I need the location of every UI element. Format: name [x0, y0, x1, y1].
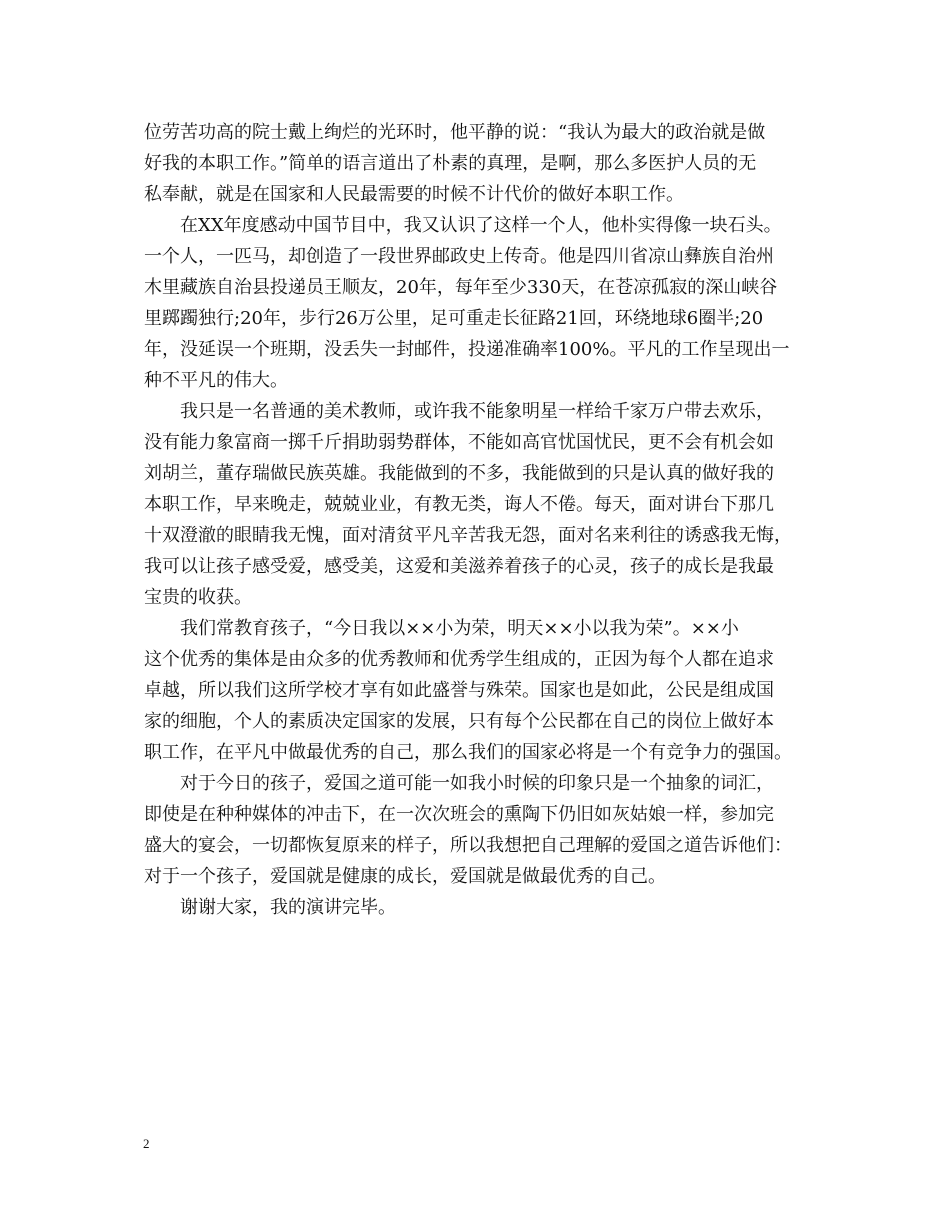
text-line: 里踯躅独行;20年，步行26万公里，足可重走长征路21回，环绕地球6圈半;20	[144, 308, 764, 329]
text-line: 这个优秀的集体是由众多的优秀教师和优秀学生组成的，正因为每个人都在追求	[144, 649, 774, 670]
text-line: 木里藏族自治县投递员王顺友，20年，每年至少330天，在苍凉孤寂的深山峡谷	[144, 277, 778, 298]
text-line: 我可以让孩子感受爱，感受美，这爱和美滋养着孩子的心灵，孩子的成长是我最	[144, 556, 774, 577]
page-number: 2	[143, 1136, 150, 1151]
text-line: 私奉献，就是在国家和人民最需要的时候不计代价的做好本职工作。	[144, 184, 684, 205]
document-body	[144, 117, 824, 923]
text-line: 刘胡兰，董存瑞做民族英雄。我能做到的不多，我能做到的只是认真的做好我的	[144, 463, 774, 484]
text-line: 对于一个孩子，爱国就是健康的成长，爱国就是做最优秀的自己。	[144, 866, 666, 887]
text-line: 年，没延误一个班期，没丢失一封邮件，投递准确率100%。平凡的工作呈现出一	[144, 339, 790, 360]
text-line: 十双澄澈的眼睛我无愧，面对清贫平凡辛苦我无怨，面对名来利往的诱惑我无悔，	[144, 525, 792, 546]
text-line: 一个人，一匹马，却创造了一段世界邮政史上传奇。他是四川省凉山彝族自治州	[144, 246, 774, 267]
text-line: 即使是在种种媒体的冲击下，在一次次班会的熏陶下仍旧如灰姑娘一样，参加完	[144, 804, 774, 825]
text-line: 本职工作，早来晚走，兢兢业业，有教无类，诲人不倦。每天，面对讲台下那几	[144, 494, 774, 515]
text-line: 宝贵的收获。	[144, 587, 252, 608]
text-line: 职工作，在平凡中做最优秀的自己，那么我们的国家必将是一个有竞争力的强国。	[144, 742, 792, 763]
text-line: 家的细胞，个人的素质决定国家的发展，只有每个公民都在自己的岗位上做好本	[144, 711, 774, 732]
text-line: 没有能力象富商一掷千斤捐助弱势群体，不能如高官忧国忧民，更不会有机会如	[144, 432, 774, 453]
text-line: 卓越，所以我们这所学校才享有如此盛誉与殊荣。国家也是如此，公民是组成国	[144, 680, 774, 701]
text-line: 谢谢大家，我的演讲完毕。	[180, 897, 396, 918]
text-line: 对于今日的孩子，爱国之道可能一如我小时候的印象只是一个抽象的词汇，	[180, 773, 774, 794]
text-line: 位劳苦功高的院士戴上绚烂的光环时，他平静的说：“我认为最大的政治就是做	[144, 122, 766, 143]
text-line: 在XX年度感动中国节目中，我又认识了这样一个人，他朴实得像一块石头。	[180, 215, 782, 236]
text-line: 盛大的宴会，一切都恢复原来的样子，所以我想把自己理解的爱国之道告诉他们：	[144, 835, 792, 856]
text-line: 好我的本职工作。”简单的语言道出了朴素的真理，是啊，那么多医护人员的无	[144, 153, 757, 174]
text-line: 我们常教育孩子，“今日我以××小为荣，明天××小以我为荣”。××小	[180, 618, 739, 639]
text-line: 我只是一名普通的美术教师，或许我不能象明星一样给千家万户带去欢乐，	[180, 401, 774, 422]
text-line: 种不平凡的伟大。	[144, 370, 288, 391]
